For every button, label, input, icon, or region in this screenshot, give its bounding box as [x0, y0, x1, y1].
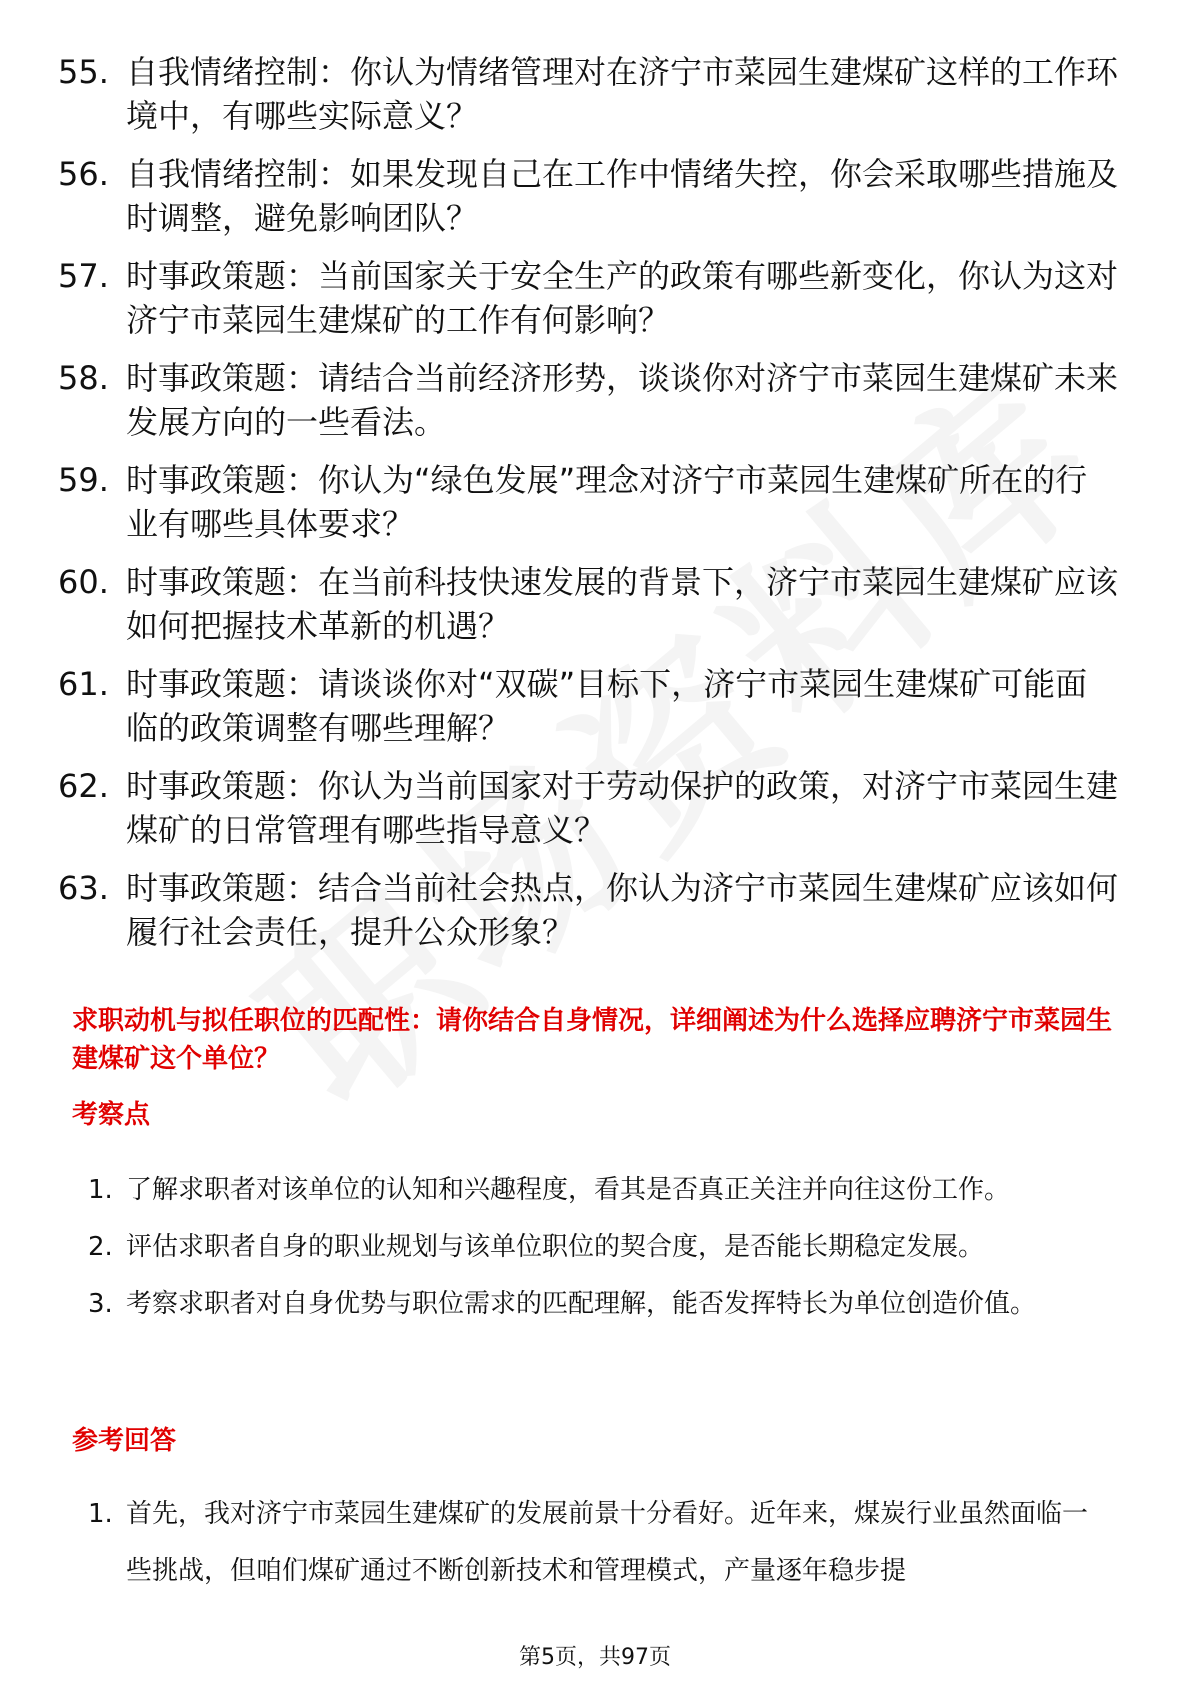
question-number: 60. — [58, 563, 109, 601]
list-number: 3. — [88, 1289, 113, 1319]
list-item — [72, 1219, 1112, 1276]
question-number: 61. — [58, 665, 109, 703]
answer-list — [72, 1486, 1112, 1600]
question-text: 时事政策题：请谈谈你对“双碳”目标下，济宁市菜园生建煤矿可能面临的政策调整有哪些理解？ — [126, 665, 1088, 747]
question-item — [58, 50, 1118, 138]
list-number: 1. — [88, 1175, 113, 1205]
question-number: 63. — [58, 869, 109, 907]
points-list — [72, 1162, 1112, 1333]
question-number: 56. — [58, 155, 109, 193]
list-item — [72, 1486, 1112, 1600]
list-text: 首先，我对济宁市菜园生建煤矿的发展前景十分看好。近年来，煤炭行业虽然面临一些挑战，但咱们煤矿通过不断创新技术和管理模式，产量逐年稳步提 — [126, 1499, 1089, 1586]
question-text: 时事政策题：你认为“绿色发展”理念对济宁市菜园生建煤矿所在的行业有哪些具体要求？ — [126, 461, 1088, 543]
page-footer: 第5页，共97页 — [519, 1645, 671, 1670]
question-number: 62. — [58, 767, 109, 805]
question-item — [58, 458, 1118, 546]
question-number: 58. — [58, 359, 109, 397]
question-text: 自我情绪控制：如果发现自己在工作中情绪失控，你会采取哪些措施及时调整，避免影响团队？ — [126, 155, 1119, 237]
question-list — [58, 50, 1118, 968]
question-number: 55. — [58, 53, 109, 91]
question-number: 59. — [58, 461, 109, 499]
list-text: 评估求职者自身的职业规划与该单位职位的契合度，是否能长期稳定发展。 — [126, 1232, 985, 1262]
question-text: 时事政策题：你认为当前国家对于劳动保护的政策，对济宁市菜园生建煤矿的日常管理有哪些指导意义？ — [126, 767, 1119, 849]
list-text: 了解求职者对该单位的认知和兴趣程度，看其是否真正关注并向往这份工作。 — [126, 1175, 1011, 1205]
question-item — [58, 866, 1118, 954]
question-item — [58, 356, 1118, 444]
list-number: 2. — [88, 1232, 113, 1262]
answer-title: 参考回答 — [72, 1426, 177, 1456]
list-text: 考察求职者对自身优势与职位需求的匹配理解，能否发挥特长为单位创造价值。 — [126, 1289, 1037, 1319]
question-text: 时事政策题：请结合当前经济形势，谈谈你对济宁市菜园生建煤矿未来发展方向的一些看法。 — [126, 359, 1119, 441]
question-item — [58, 254, 1118, 342]
points-title: 考察点 — [72, 1100, 151, 1130]
question-text: 时事政策题：在当前科技快速发展的背景下，济宁市菜园生建煤矿应该如何把握技术革新的机遇？ — [126, 563, 1119, 645]
question-item — [58, 764, 1118, 852]
question-number: 57. — [58, 257, 109, 295]
list-item — [72, 1276, 1112, 1333]
question-text: 时事政策题：结合当前社会热点，你认为济宁市菜园生建煤矿应该如何履行社会责任，提升公众形象？ — [126, 869, 1119, 951]
list-item — [72, 1162, 1112, 1219]
list-number: 1. — [88, 1499, 113, 1529]
question-item — [58, 662, 1118, 750]
question-item — [58, 152, 1118, 240]
section-title: 求职动机与拟任职位的匹配性：请你结合自身情况，详细阐述为什么选择应聘济宁市菜园生建煤矿这个单位？ — [72, 1006, 1113, 1074]
question-text: 时事政策题：当前国家关于安全生产的政策有哪些新变化，你认为这对济宁市菜园生建煤矿的工作有何影响？ — [126, 257, 1119, 339]
question-text: 自我情绪控制：你认为情绪管理对在济宁市菜园生建煤矿这样的工作环境中，有哪些实际意义？ — [126, 53, 1119, 135]
question-item — [58, 560, 1118, 648]
